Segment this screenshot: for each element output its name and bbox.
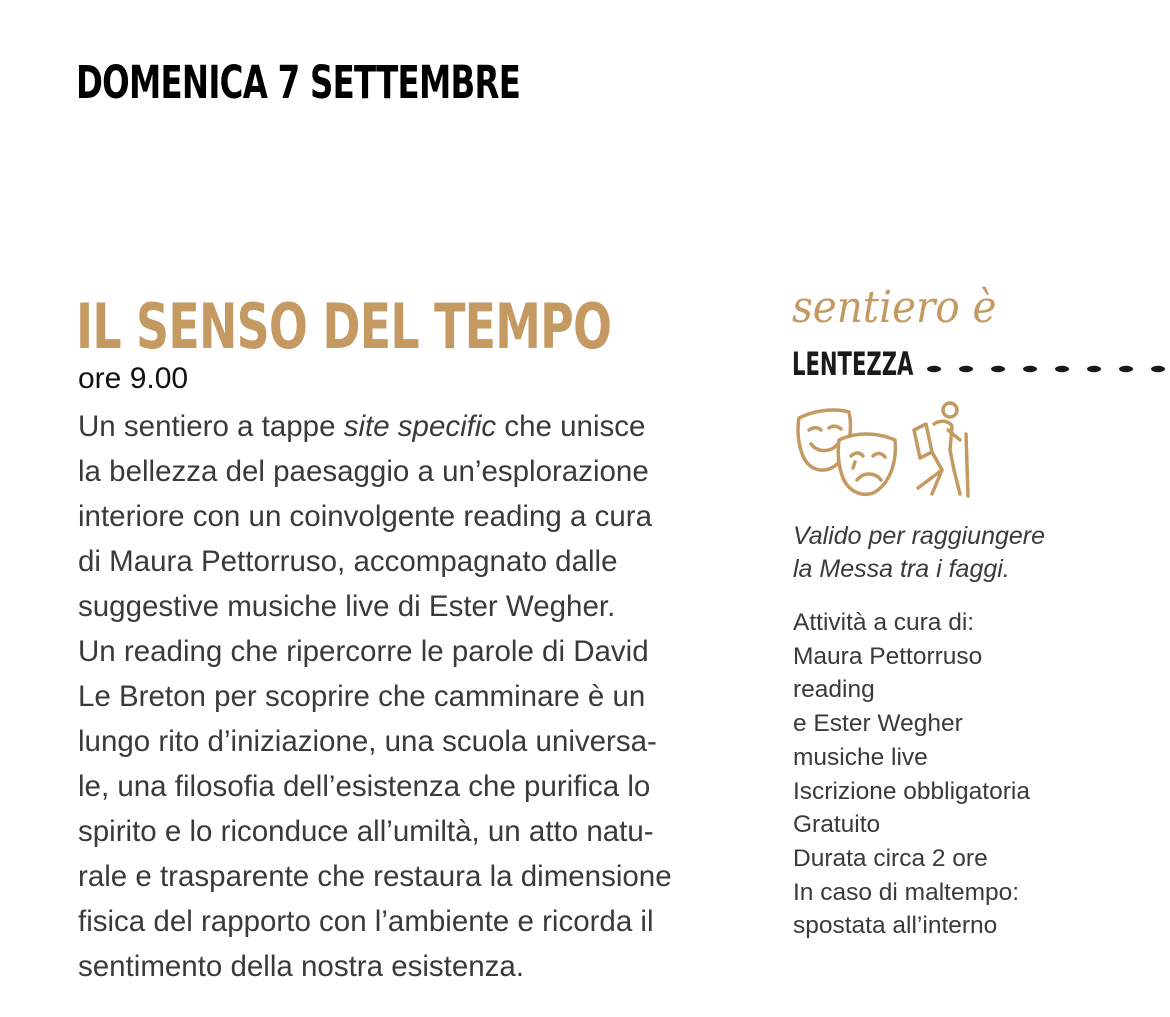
info-list xyxy=(793,606,1030,943)
description-line: fisica del rapporto con l’ambiente e ricorda il xyxy=(78,905,654,938)
description-line: Un reading che ripercorre le parole di David xyxy=(78,635,649,668)
info-line: musiche live xyxy=(793,743,928,771)
info-line: Iscrizione obbligatoria xyxy=(793,777,1030,805)
info-line: e Ester Wegher xyxy=(793,710,963,738)
info-line: In caso di maltempo: xyxy=(793,878,1020,906)
note-line: Valido per raggiungere xyxy=(793,522,1046,550)
description-line: Un sentiero a tappe site specific che unisce xyxy=(78,410,646,443)
info-line: Durata circa 2 ore xyxy=(793,844,988,872)
info-line: Maura Pettorruso xyxy=(793,642,983,670)
hiker-icon xyxy=(908,400,974,498)
description-line: di Maura Pettorruso, accompagnato dalle xyxy=(78,545,618,578)
sidebar-subtitle: sentiero è xyxy=(792,282,997,333)
event-time: ore 9.00 xyxy=(78,362,189,395)
note-line: la Messa tra i faggi. xyxy=(793,555,1010,583)
note-text xyxy=(793,520,1045,586)
info-line: reading xyxy=(793,676,875,704)
description-line: interiore con un coinvolgente reading a cura xyxy=(78,500,652,533)
description-line: suggestive musiche live di Ester Wegher. xyxy=(78,590,616,623)
description-line: sentimento della nostra esistenza. xyxy=(78,950,525,983)
info-line: Gratuito xyxy=(793,811,881,839)
description-line: lungo rito d’iniziazione, una scuola universa- xyxy=(78,725,657,758)
info-line: spostata all’interno xyxy=(793,912,998,940)
description-line: Le Breton per scoprire che camminare è un xyxy=(78,680,646,713)
event-title: IL SENSO DEL TEMPO xyxy=(76,290,612,363)
event-description xyxy=(78,404,768,989)
description-line: la bellezza del paesaggio a un’esplorazione xyxy=(78,455,649,488)
theater-masks-icon xyxy=(795,400,899,498)
sidebar-label: LENTEZZA xyxy=(792,345,914,383)
info-line: Attività a cura di: xyxy=(793,609,975,636)
date-heading: DOMENICA 7 SETTEMBRE xyxy=(76,56,521,109)
description-line: rale e trasparente che restaura la dimensione xyxy=(78,860,672,893)
description-line: le, una filosofia dell’esistenza che purifica lo xyxy=(78,770,651,803)
dotted-divider xyxy=(926,363,1170,375)
description-line: spirito e lo riconduce all’umiltà, un atto natu- xyxy=(78,815,654,848)
